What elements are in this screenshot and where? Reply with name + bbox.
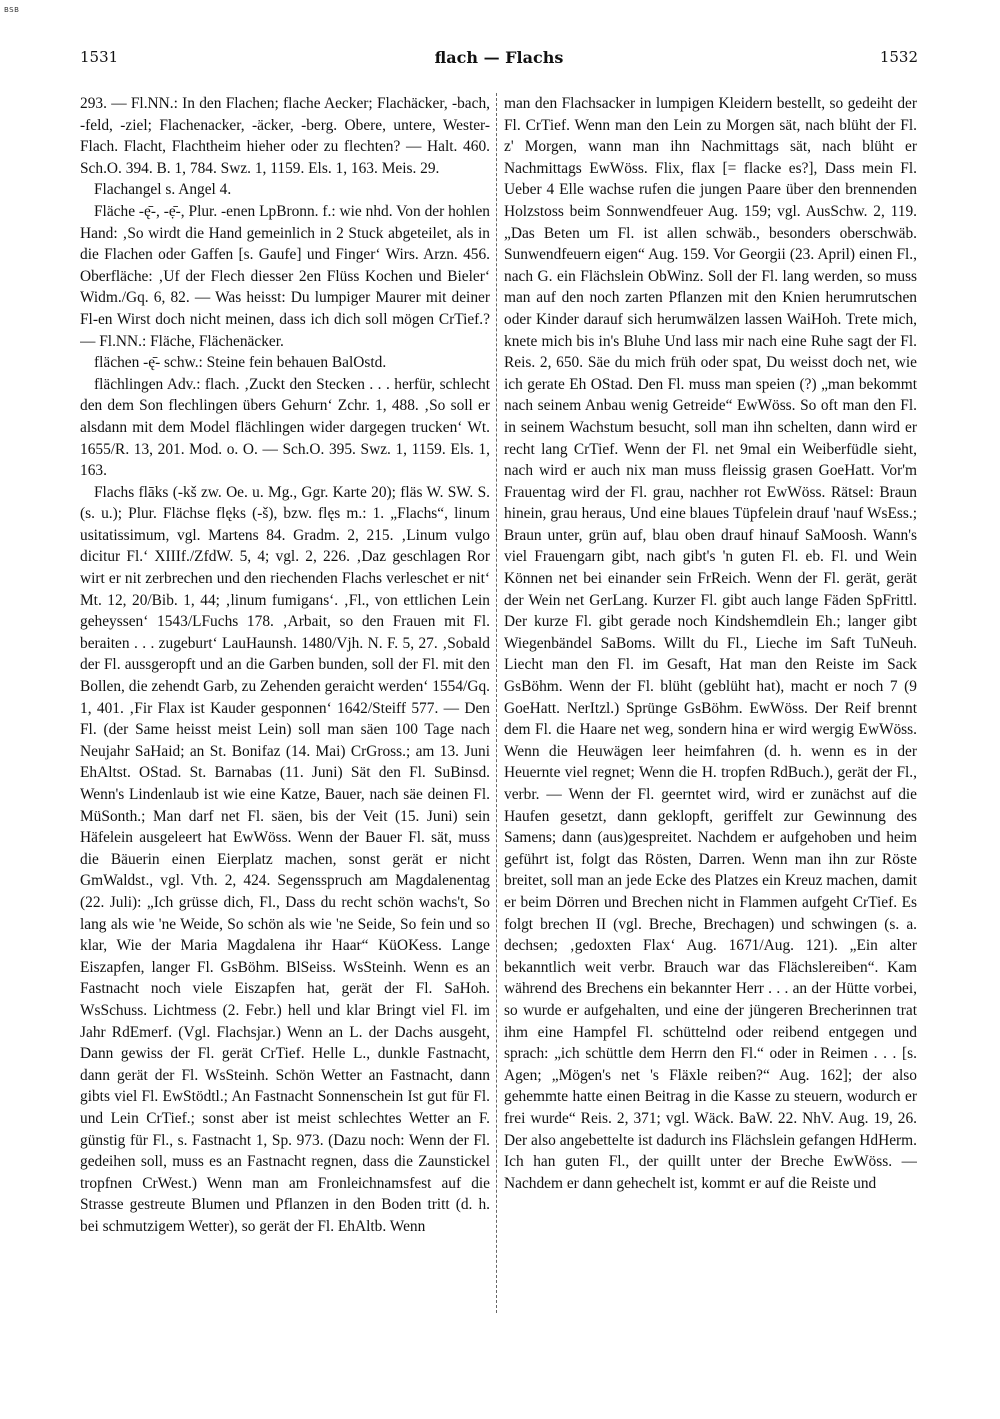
column-divider: [496, 93, 498, 1313]
entry-paragraph: Flachs flāks (-kš zw. Oe. u. Mg., Ggr. Karte 20); fläs W. SW. S. (s. u.); Plur. Flächse flęks (-š), bzw. flęs m.: 1. „Flachs“, linum usitatissimum, vgl. Martens 84. Gradm. 2, 215. ‚Linum vulgo dicitur Fl.‘ XIIIf./ZfdW. 5, 4; vgl. 2, 226. ‚Daz geschlagen Ror wirt er nit zerbrechen und den riechenden Flachs verleschet er nit‘ Mt. 12, 20/Bib. 1, 44; ‚linum fumigans‘. ‚Fl., von ettlichen Lein geheyssen‘ 1543/LFuchs 178. ‚Arbait, so den Frauen mit Fl. beraiten . . . zugeburt‘ LauHaunsh. 1480/Vjh. N. F. 5, 27. ‚Sobald der Fl. aussgeropft und an die Garben bunden, soll der Fl. mit den Bollen, die zehendt Garb, zu Zehenden geraicht werden‘ 1554/Gq. 1, 401. ‚Fir Flax ist Kauder gesponnen‘ 1642/Steiff 577. — Den Fl. (der Same heisst meist Lein) soll man säen 100 Tage nach Neujahr SaHaid; an St. Bonifaz (14. Mai) CrGross.; am 13. Juni EhAltst. OStad. St. Barnabas (11. Juni) Sät den Fl. SuBinsd. Wenn's Lindenlaub ist wie eine Katze, Bauer, nach säe deinen Fl. MüSonth.; Man darf net Fl. säen, bis der Veit (15. Juni) sein Häfelein ausgeleert hat EwWöss. Wenn der Bauer Fl. sät, muss die Bäuerin einen Eierplatz machen, sonst gerät er nicht GmWaldst., vgl. Vth. 2, 424. Segensspruch am Magdalenentag (22. Juli): „Ich grüsse dich, Fl., Dass du recht schön wachs't, So lang als wie 'ne Weide, So schön als wie 'ne Seide, So fein und so klar, Wie der Maria Magdalena ihr Haar“ KüOKess. Lange Eiszapfen, langer Fl. GsBöhm. BlSeiss. WsSteinh. Wenn es an Fastnacht noch viele Eiszapfen hat, gerät der Fl. SaHoh. WsSchuss. Lichtmess (2. Febr.) hell und klar Bringt viel Fl. im Jahr RdEmerf. (Vgl. Flachsjar.) Wenn an L. der Dachs ausgeht, Dann gewiss der Fl. gerät CrTief. Helle L., dunkle Fastnacht, dann gerät der Fl. WsSteinh. Schön Wetter an Fastnacht, dann gibts viel Fl. EwStödtl.; An Fastnacht Sonnenschein Ist gut für Fl. und Lein CrTief.; sonst aber ist meist schlechtes Wetter an F. günstig für Fl., s. Fastnacht 1, Sp. 973. (Dazu noch: Wenn der Fl. gedeihen soll, muss es an Fastnacht regnen, dass die Zaunstickel tropfnen CrWest.) Wenn man am Fronleichnamsfest auf die Strasse gestreute Blumen und Pflanzen in den Boden tritt (d. h. bei schmutzigem Wetter), so gerät der Fl. EhAltb. Wenn: [80, 483, 490, 1235]
library-stamp: BSB: [4, 6, 20, 14]
entry-paragraph: flächen -ę̄- schw.: Steine fein behauen BalOstd.: [94, 354, 387, 372]
entry-paragraph: Fläche -ę̄-, -ẹ̄-, Plur. -enen LpBronn. f.: wie nhd. Von der hohlen Hand: ‚So wirdt die Hand gemeinlich in 2 Stuck abgeteilet, als in die Flachen oder Gaffen [s. Gaufe] und Finger‘ Wirs. Arzn. 456. Oberfläche: ‚Uf der Flech diesser 2en Flüss Kochen und Bieler‘ Widm./Gq. 6, 82. — Was heisst: Du lumpiger Maurer mit deiner Fl-en Wirst doch nicht meinen, dass ich dich soll mögen CrTief.? — Fl.NN.: Fläche, Flächenäcker.: [80, 202, 490, 350]
column-number-right: 1532: [879, 48, 918, 66]
page-header: [80, 48, 918, 72]
left-column: [80, 93, 490, 1311]
entry-paragraph: Flachangel s. Angel 4.: [94, 181, 232, 199]
column-number-left: 1531: [80, 48, 119, 66]
entry-paragraph: 293. — Fl.NN.: In den Flachen; flache Aecker; Flachäcker, -bach, -feld, -ziel; Flachenacker, -äcker, -berg. Obere, untere, Wester-Flach. Flacht, Flachtheim hieher oder zu flechten? — Halt. 460. Sch.O. 394. B. 1, 784. Swz. 1, 1159. Els. 1, 163. Meis. 29.: [80, 95, 490, 177]
entry-paragraph: flächlingen Adv.: flach. ‚Zuckt den Stecken . . . herfür, schlecht den dem Son flechlingen übers Gehurn‘ Zchr. 1, 488. ‚So soll er alsdann mit dem Model flächlingen wider dargegen trucken‘ Wt. 1655/R. 13, 201. Mod. o. O. — Sch.O. 395. Swz. 1, 1159. Els. 1, 163.: [80, 375, 490, 480]
running-title: flach — Flachs: [434, 48, 564, 67]
right-column: [504, 93, 917, 1311]
entry-paragraph: man den Flachsacker in lumpigen Kleidern bestellt, so gedeiht der Fl. CrTief. Wenn man den Lein zu Morgen sät, nach blüht der Fl. z' Morgen, wann man ihn Nachmittags sät, nach blüht er Nachmittags EwWöss. Flix, flax [= flacke es?], Dass mein Fl. Ueber 4 Elle wachse rufen die jungen Paare über den brennenden Holzstoss beim Sonnwendfeuer Aug. 159; vgl. AusSchw. 2, 119. „Das Beten um Fl. ist allen schwäb., besonders oberschwäb. Sunwendfeuern eigen“ Aug. 159. Vor Georgii (23. April) einen Fl., nach G. ein Flächslein ObWinz. Soll der Fl. lang werden, so muss man auf den noch zarten Pflanzen mit den Knien herumrutschen oder Kinder darauf sich herumwälzen lassen WaiHoh. Trete mich, knete mich bis in's Bluhe Und lass mir nach eine Ruhe sagt der Fl. Reis. 2, 650. Säe du mich früh oder spat, Du weisst doch net, wie ich gerate Eh OStad. Den Fl. muss man speien (?) „man bekommt nach seinem Anbau wenig Getreide“ EwWöss. So oft man den Fl. in seinem Wachstum besucht, soll man ihn schelten, dann wird er recht lang CrTief. Wenn der Fl. net 9mal ein Weiberfüdle sieht, nach wird er auch nix man muss fleissig grasen GoeHatt. Vor'm Frauentag wird der Fl. grau, nachher rot EwWöss. Rätsel: Braun hinein, grau heraus, Und eine blaues Tüpfelein drauf 'nauf WsEss.; Braun unter, grün auf, blau oben drauf hinauf SaMoosh. Wann's viel Frauengarn gibt, nach gibt's 'n guten Fl. eb. Fl. und Wein Können net bei einander sein FrReich. Wenn der Fl. gerät, gerät der Wein net GerLang. Kurzer Fl. gibt auch lange Fäden SpFrittl. Der kurze Fl. gibt gerade noch Kindshemdlein Eh.; langer gibt Wiegenbändel SaBoms. Willt du Fl., Lieche im Saft TuNeuh. Liecht man den Fl. im Gesaft, Hat man den Reiste im Sack GsBöhm. Wenn der Fl. blüht (geblüht hat), macht er noch 7 (9 GoeHatt. NerItzl.) Sprünge GsBöhm. EwWöss. Der Reif brennt dem Fl. die Haare net weg, sondern hina er wird wergig EwWöss. Wenn die Heuwägen leer heimfahren (d. h. wenn es in der Heuernte viel regnet; Wenn die H. tropfen RdBuch.), gerät der Fl., verbr. — Wenn der Fl. geerntet wird, wird er zunächst auf die Haufen gesetzt, dann geklopft, geriffelt zur Gewinnung des Samens; dann (aus)gespreitet. Nachdem er aufgehoben und heim geführt ist, folgt das Rösten, Darren. Wenn man ihn zur Röste breitet, soll man an jede Ecke des Platzes ein Kreuz machen, damit er beim Dörren und Brechen nicht in Flammen aufgeht CrTief. Es folgt brechen II (vgl. Breche, Brechagen) und schwingen (s. a. dechsen; ‚gedoxten Flax‘ Aug. 1671/Aug. 121). „Ein alter bekanntlich weit verbr. Brauch war das Flächslereiben“. Kam während des Brechens ein bekannter Herr . . . an der Hütte vorbei, so wurde er aufgehalten, und eine der jüngeren Brecherinnen trat ihm eine Hampfel Fl. schüttelnd oder reibend entgegen und sprach: „ich schüttle dem Herrn den Fl.“ oder in Reimen . . . [s. Agen; „Mögen's net 's Fläxle reiben?“ Aug. 162]; der also gehemmte hatte einen Beitrag in die Kasse zu steuern, wodurch er frei wurde“ Reis. 2, 371; vgl. Wäck. BaW. 22. NhV. Aug. 19, 26. Der also angebettelte ist dadurch ins Flächslein gefangen HdHerm. Ich han guten Fl., der quillt unter der Breche EwWöss. — Nachdem er dann gehechelt ist, kommt er auf die Reiste und: [504, 95, 917, 1192]
